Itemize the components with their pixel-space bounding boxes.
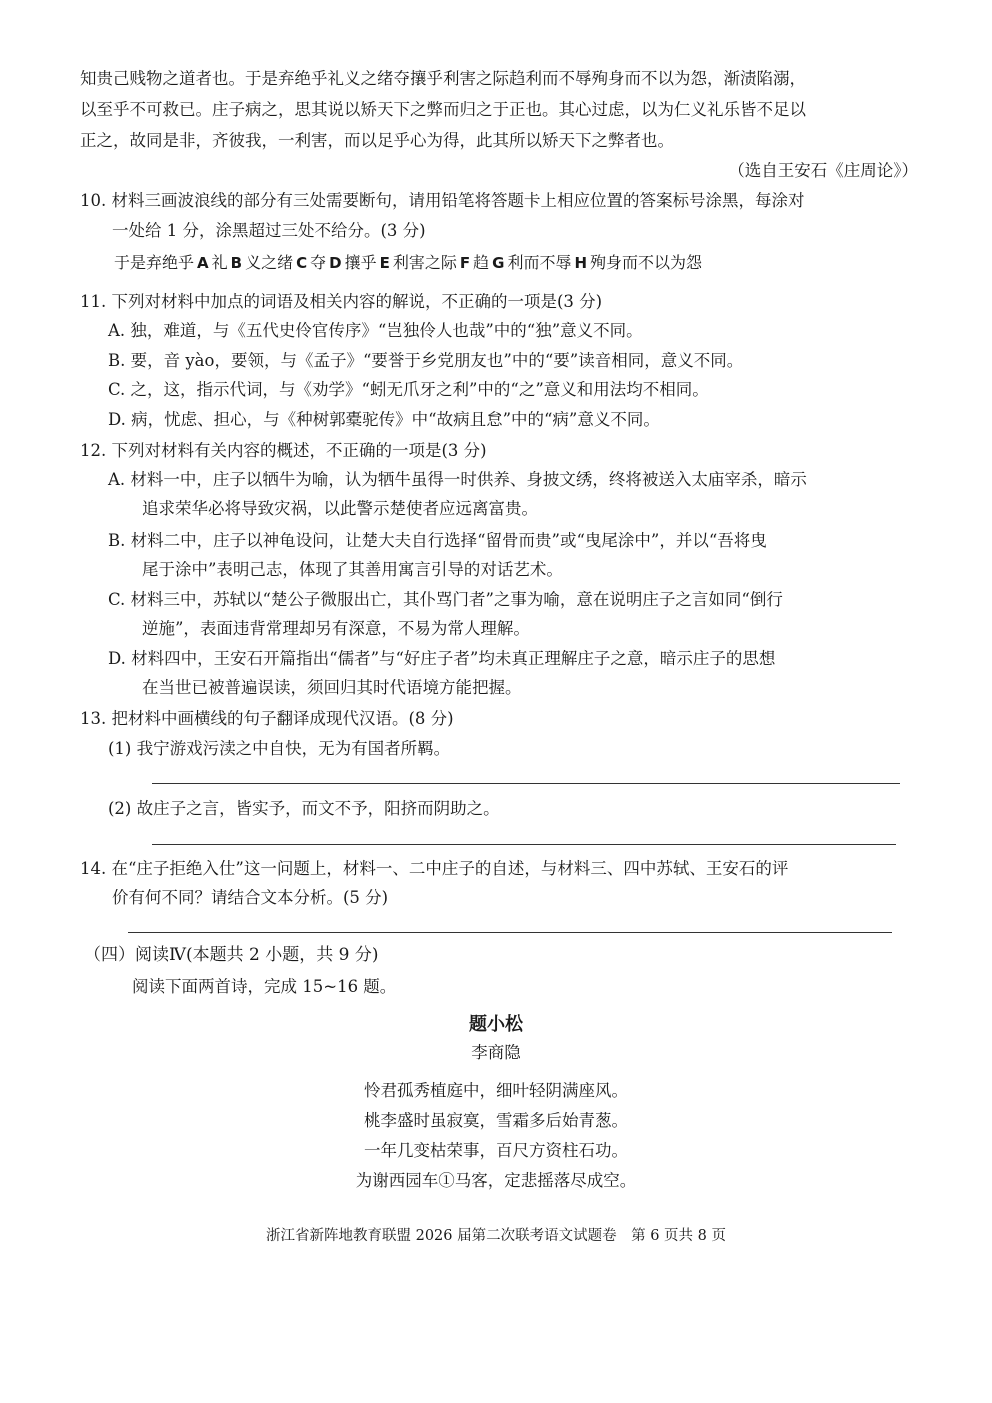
answer-line[interactable] xyxy=(128,932,892,933)
passage-line: 知贵己贱物之道者也。于是弃绝乎礼义之绪夺攘乎利害之际趋利而不辱殉身而不以为怨，渐渍陷溺， xyxy=(80,69,806,88)
break-marker-h[interactable]: H xyxy=(574,254,588,272)
poem-line: 为谢西园车①马客，定悲摇落尽成空。 xyxy=(355,1171,637,1190)
q10-segment: 利而不辱 xyxy=(507,253,572,272)
poem-title: 题小松 xyxy=(469,1014,523,1035)
section-instruction: 阅读下面两首诗，完成 15~16 题。 xyxy=(132,977,397,996)
q10-segment: 礼 xyxy=(211,253,228,272)
poem-author: 李商隐 xyxy=(471,1043,521,1062)
q11-option-c[interactable]: C. 之，这，指示代词，与《劝学》“蚓无爪牙之利”中的“之”意义和用法均不相同。 xyxy=(108,380,709,399)
q13-item-2: (2) 故庄子之言，皆实予，而文不予，阳挤而阴助之。 xyxy=(108,799,500,818)
q10-segment: 义之绪 xyxy=(245,253,294,272)
break-marker-e[interactable]: E xyxy=(379,254,390,272)
q10-segment: 攘乎 xyxy=(344,253,377,272)
q10-break-options xyxy=(114,252,702,274)
q10-stem-line2: 一处给 1 分，涂黑超过三处不给分。(3 分) xyxy=(112,221,426,240)
q10-segment: 殉身而不以为怨 xyxy=(590,253,703,272)
q11-option-b[interactable]: B. 要，音 yào，要领，与《孟子》“要誉于乡党朋友也”中的“要”读音相同，意义不同。 xyxy=(108,351,744,370)
poem-line: 桃李盛时虽寂寞，雪霜多后始青葱。 xyxy=(364,1111,628,1130)
q11-stem: 11. 下列对材料中加点的词语及相关内容的解说，不正确的一项是(3 分) xyxy=(80,292,603,311)
q10-segment: 利害之际 xyxy=(392,253,457,272)
q12-option-b[interactable]: B. 材料二中，庄子以神龟设问，让楚大夫自行选择“留骨而贵”或“曳尾涂中”，并以“吾将曳 xyxy=(108,531,767,550)
q13-item-1: (1) 我宁游戏污渎之中自快，无为有国者所羁。 xyxy=(108,739,451,758)
break-marker-a[interactable]: A xyxy=(197,254,209,272)
passage-line: 正之，故同是非，齐彼我，一利害，而以足乎心为得，此其所以矫天下之弊者也。 xyxy=(80,131,674,150)
answer-line[interactable] xyxy=(152,844,896,845)
break-marker-d[interactable]: D xyxy=(329,254,342,272)
break-marker-c[interactable]: C xyxy=(296,254,308,272)
q12-option-a-cont: 追求荣华必将导致灾祸，以此警示楚使者应远离富贵。 xyxy=(142,499,538,518)
q10-stem-line1: 10. 材料三画波浪线的部分有三处需要断句，请用铅笔将答题卡上相应位置的答案标号涂黑，每涂对 xyxy=(80,191,805,210)
q12-option-a[interactable]: A. 材料一中，庄子以牺牛为喻，认为牺牛虽得一时供养、身披文绣，终将被送入太庙宰杀，暗示 xyxy=(108,470,807,489)
q11-option-d[interactable]: D. 病，忧虑、担心，与《种树郭橐驼传》中“故病且怠”中的“病”意义不同。 xyxy=(108,410,660,429)
break-marker-b[interactable]: B xyxy=(230,254,243,272)
q10-segment: 夺 xyxy=(310,253,327,272)
q12-option-d-cont: 在当世已被普遍误读，须回归其时代语境方能把握。 xyxy=(142,678,522,697)
poem-line: 一年几变枯荣事，百尺方资柱石功。 xyxy=(364,1141,628,1160)
passage-line: 以至乎不可救已。庄子病之，思其说以矫天下之弊而归之于正也。其心过虑，以为仁义礼乐皆不足以 xyxy=(80,100,806,119)
q13-stem: 13. 把材料中画横线的句子翻译成现代汉语。(8 分) xyxy=(80,709,454,728)
q12-option-d[interactable]: D. 材料四中，王安石开篇指出“儒者”与“好庄子者”均未真正理解庄子之意，暗示庄子的思想 xyxy=(108,649,776,668)
answer-line[interactable] xyxy=(152,783,900,784)
q12-option-c[interactable]: C. 材料三中，苏轼以“楚公子微服出亡，其仆骂门者”之事为喻，意在说明庄子之言如同“倒行 xyxy=(108,590,783,609)
break-marker-f[interactable]: F xyxy=(459,254,471,272)
q12-stem: 12. 下列对材料有关内容的概述，不正确的一项是(3 分) xyxy=(80,441,487,460)
poem-line: 怜君孤秀植庭中，细叶轻阴满座风。 xyxy=(364,1081,628,1100)
q12-option-b-cont: 尾于涂中”表明己志，体现了其善用寓言引导的对话艺术。 xyxy=(142,560,563,579)
passage-source: （选自王安石《庄周论》） xyxy=(728,161,918,180)
q11-option-a[interactable]: A. 独，难道，与《五代史伶官传序》“岂独伶人也哉”中的“独”意义不同。 xyxy=(108,321,643,340)
q10-segment: 于是弃绝乎 xyxy=(114,253,195,272)
break-marker-g[interactable]: G xyxy=(492,254,505,272)
q14-stem-line1: 14. 在“庄子拒绝入仕”这一问题上，材料一、二中庄子的自述，与材料三、四中苏轼、王安石的评 xyxy=(80,859,789,878)
q12-option-c-cont: 逆施”，表面违背常理却另有深意，不易为常人理解。 xyxy=(142,619,530,638)
section-heading: （四）阅读Ⅳ(本题共 2 小题，共 9 分) xyxy=(84,945,379,965)
q10-segment: 趋 xyxy=(473,253,490,272)
q14-stem-line2: 价有何不同？请结合文本分析。(5 分) xyxy=(112,888,389,907)
page-footer: 浙江省新阵地教育联盟 2026 届第二次联考语文试题卷 第 6 页共 8 页 xyxy=(265,1228,726,1244)
